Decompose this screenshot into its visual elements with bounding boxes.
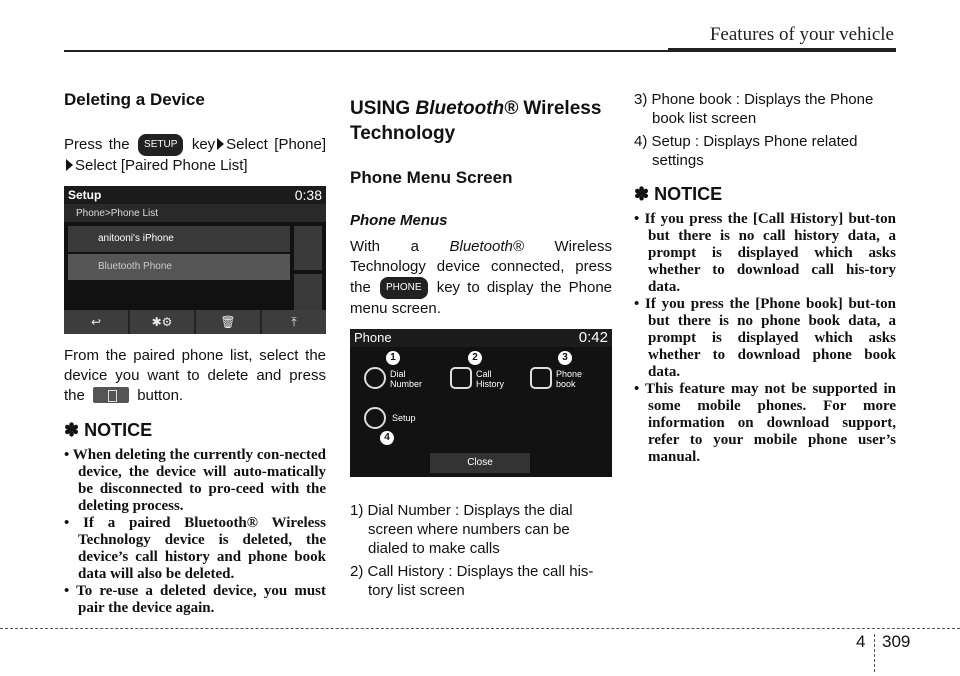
list-item: 2) Call History : Displays the call his-tory list screen	[350, 563, 594, 599]
screen-title: Setup	[68, 188, 102, 202]
menu-description-list	[350, 501, 612, 600]
menu-label-call-history: Call History	[476, 369, 505, 389]
instruction-text: Press the SETUP key Select [Phone]Select [Paired Phone List]	[64, 136, 326, 174]
arrow-right-icon	[66, 159, 73, 171]
trash-icon: 🗑	[196, 310, 260, 334]
screen-status-bar	[350, 329, 612, 347]
list-item: 3) Phone book : Displays the Phone book list screen	[634, 91, 874, 127]
phone-list-screenshot	[64, 186, 326, 334]
screen-breadcrumb: Phone>Phone List	[64, 204, 326, 222]
header-rule-accent	[668, 48, 896, 52]
phone-book-icon	[530, 367, 552, 389]
call-history-icon	[450, 367, 472, 389]
phone-list-row: Bluetooth Phone	[68, 254, 290, 280]
arrow-right-icon	[217, 138, 224, 150]
minor-heading: Phone Menus	[350, 212, 448, 229]
callout-3: 3	[558, 351, 572, 365]
footer-rule	[0, 628, 960, 629]
notice-item: • This feature may not be supported in some mobile phones. For more information on download support, refer to your mobile phone user’s manual.	[634, 381, 896, 466]
notice-item: • If a paired Bluetooth® Wireless Technology device is deleted, the device’s call history and phone book data will also be deleted.	[64, 515, 326, 583]
close-button: Close	[430, 453, 530, 473]
menu-label-dial: Dial Number	[390, 369, 423, 389]
screen-status-bar	[64, 186, 326, 204]
section-number: 4	[856, 632, 866, 651]
list-item: 4) Setup : Displays Phone related settings	[634, 133, 858, 169]
column-1	[64, 90, 326, 617]
section-title: USING Bluetooth® Wireless Technology	[350, 98, 602, 144]
dial-icon	[364, 367, 386, 389]
notice-item: • If you press the [Phone book] but-ton but there is no phone book data, a prompt is displayed which asks whether to download phone book data.	[634, 296, 896, 381]
notice-item: • If you press the [Call History] but-ton but there is no call history data, a prompt is displayed which asks whether to download call his-tory data.	[634, 211, 896, 296]
phone-menu-instruction: With a Bluetooth® Wireless Technology device connected, press the PHONE key to display the Phone menu screen.	[350, 238, 613, 317]
running-header: Features of your vehicle	[709, 24, 894, 45]
menu-label-phone-book: Phone book	[556, 369, 583, 389]
column-3	[634, 90, 896, 466]
back-icon: ↩	[64, 310, 128, 334]
subsection-heading: Phone Menu Screen	[350, 168, 513, 187]
screen-title: Phone	[354, 330, 392, 345]
page-number: 309	[882, 632, 911, 651]
phone-menu-screenshot	[350, 329, 612, 477]
phone-key-badge: PHONE	[380, 277, 428, 299]
screen-button-bar	[64, 310, 326, 334]
move-top-icon: ⤒	[262, 310, 326, 334]
phone-list-row: anitooni's iPhone	[68, 226, 290, 252]
bluetooth-settings-icon: ✱⚙	[130, 310, 194, 334]
notice-item: • To re-use a deleted device, you must pair the device again.	[64, 583, 326, 617]
scroll-up-button	[294, 226, 322, 270]
notice-list	[634, 211, 896, 466]
screen-clock: 0:42	[578, 329, 608, 346]
gear-icon	[364, 407, 386, 429]
menu-description-list-continued	[634, 90, 896, 170]
trash-button-icon	[93, 387, 129, 403]
callout-1: 1	[386, 351, 400, 365]
list-item: 1) Dial Number : Displays the dial screen where numbers can be dialed to make calls	[350, 502, 573, 557]
delete-instruction: From the paired phone list, select the device you want to delete and press the button.	[64, 347, 326, 404]
notice-heading: ✽ NOTICE	[64, 420, 153, 440]
page-divider	[874, 634, 875, 672]
notice-heading: ✽ NOTICE	[634, 184, 723, 204]
callout-2: 2	[468, 351, 482, 365]
notice-list	[64, 447, 326, 617]
column-2	[350, 90, 612, 604]
callout-4: 4	[380, 431, 394, 445]
section-heading: Deleting a Device	[64, 90, 205, 109]
notice-item: • When deleting the currently con-nected device, the device will auto-matically be disconnected to pro-ceed with the deleting process.	[64, 447, 326, 515]
menu-label-setup: Setup	[392, 413, 416, 423]
setup-key-badge: SETUP	[138, 134, 183, 156]
screen-clock: 0:38	[294, 187, 322, 203]
